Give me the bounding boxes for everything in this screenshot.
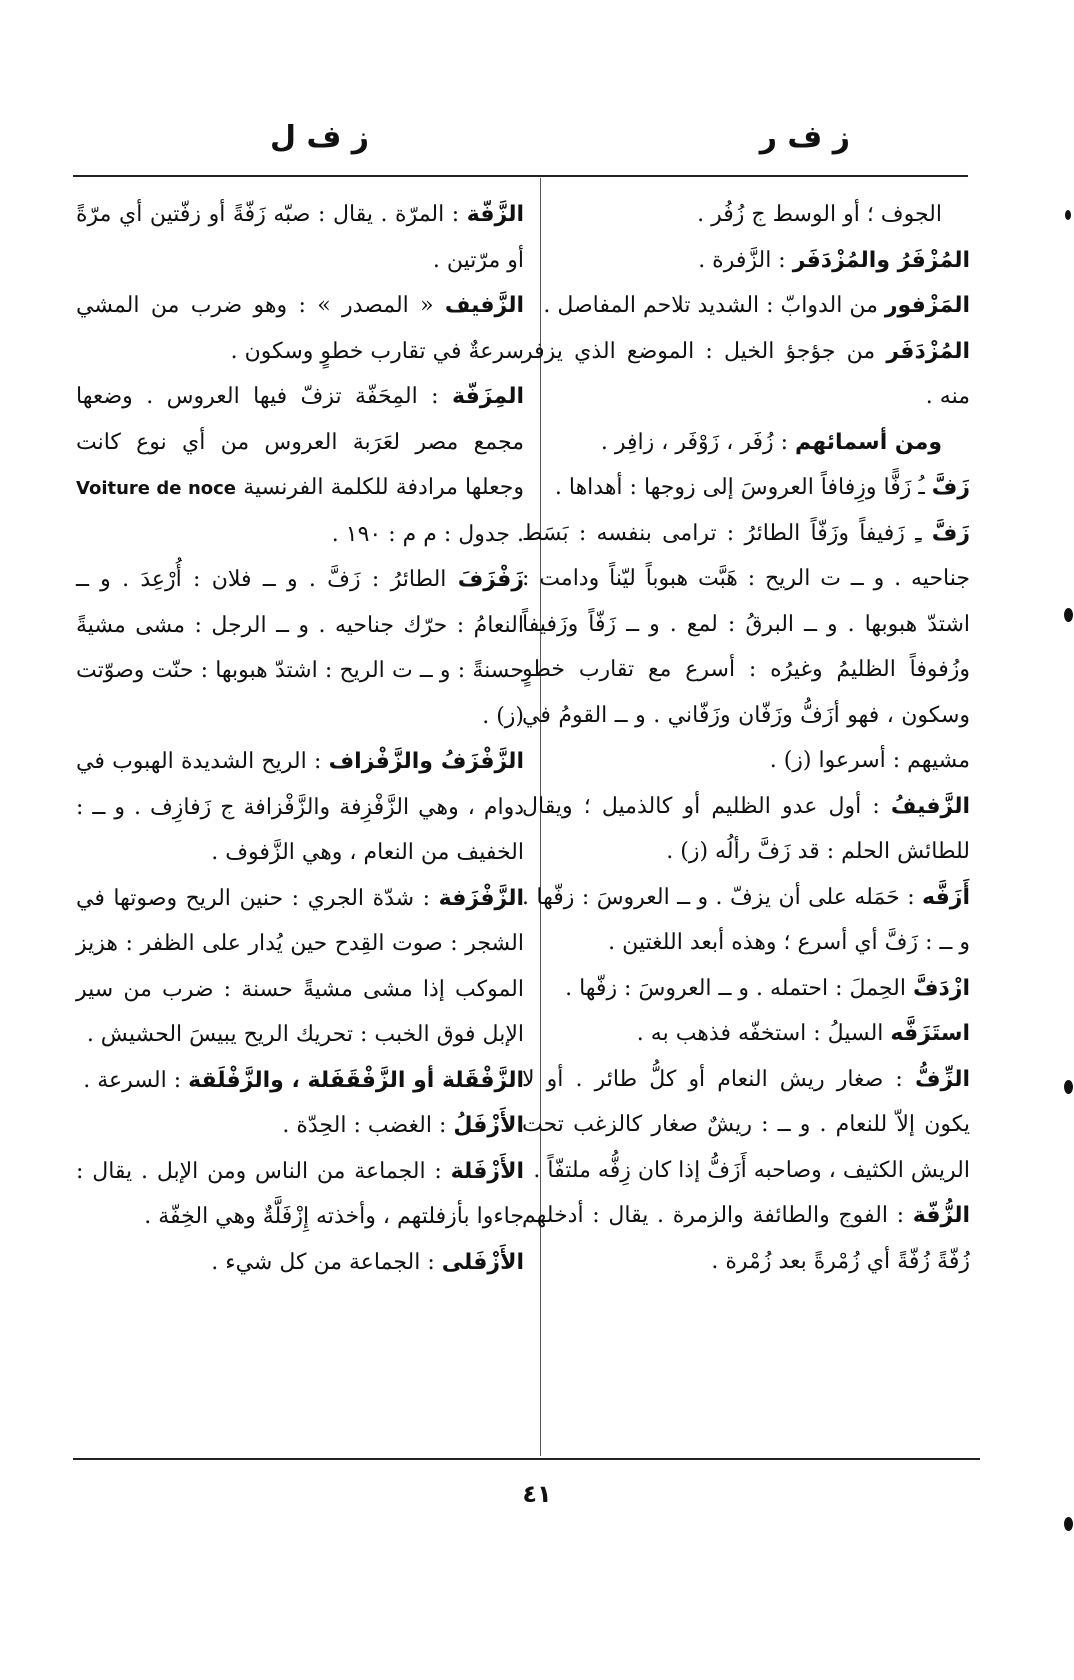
definition: : الغضب : الحِدّة . — [282, 1113, 454, 1138]
footer-rule — [73, 1458, 980, 1460]
definition: : زُفَر ، زَوْفَر ، زافِر . — [600, 429, 796, 455]
page-header — [70, 120, 990, 170]
dict-entry — [522, 283, 970, 329]
dict-entry — [522, 966, 970, 1012]
headword: أَزَفَّه — [922, 884, 970, 910]
definition: : الريح الشديدة الهبوب في دوام ، وهي الزَّفْزِفة والزَّفْزافة ج زَفازِف . و ــ : الخفيف من النعام ، وهي الزَّفوف . — [76, 749, 524, 865]
page-number: ٤١ — [522, 1480, 552, 1508]
binding-mark — [1064, 1080, 1073, 1094]
headword: استَزَفَّه — [890, 1021, 970, 1046]
definition: الحِملَ : احتمله . و ــ العروسَ : زفّها . — [565, 975, 913, 1001]
definition: : الفوج والطائفة والزمرة . يقال : أدخلهم زُفّةً زُفّةً أي زُمْرةً بعد زُمْرة . — [522, 1203, 970, 1274]
dict-entry — [76, 192, 524, 283]
headword: زَفَّ — [931, 475, 970, 500]
headword: الزَّفيفُ — [890, 793, 970, 819]
dict-entry — [76, 876, 524, 1058]
definition-tail: . جدول : م م : ١٩٠ . — [331, 521, 524, 547]
definition: ـُ زَفًّا وزِفافاً العروسَ إلى زوجها : أهداها . — [554, 475, 932, 500]
headword: الزَّفيف — [444, 293, 524, 318]
headword: المِزَفّة — [452, 384, 524, 409]
header-rule — [73, 175, 968, 177]
headword: المَزْفور — [884, 293, 970, 318]
headword: زَفْزَفَ — [457, 567, 524, 592]
headword: الزَّفْزَفُ والزَّفْزاف — [328, 749, 524, 774]
dict-entry — [76, 374, 524, 557]
dict-entry — [76, 1103, 524, 1149]
right-column-title: ز ف ر — [759, 120, 850, 155]
definition: ـِ زَفيفاً وزَفّاً الطائرُ : ترامى بنفسه : بَسَط جناحيه . و ــ ت الريح : هَبَّت هبوباً ليّناً ودامت : اشتدّ هبوبها . و ــ البرقُ : لمع . و ــ زَفّاً وزَفيفاً وزُفوفاً الظليمُ وغيرُه : أسرع مع تقارب خطوٍ وسكون ، فهو أزَفُّ وزَفّان وزَفّاني . و ــ القومُ في مشيهم : أسرعوا (ز) . — [522, 520, 970, 773]
definition: الطائرُ : زَفَّ . و ــ فلان : أُرْعِدَ . و ــ النعامُ : حرّك جناحيه . و ــ الرجل : مشى مشيةً حسنةً : و ــ ت الريح : اشتدّ هبوبها : حنّت وصوّتت (ز) . — [76, 567, 524, 729]
definition: : السرعة . — [83, 1067, 189, 1093]
dict-entry — [76, 1058, 524, 1104]
headword: المُزْفَرُ والمُزْدَفَر — [792, 247, 970, 273]
dict-entry — [522, 784, 970, 875]
headword: ازْدَفَّ — [912, 975, 970, 1001]
definition: : المرّة . يقال : صبّه زَفّةً أو زفّتين أي مرّةً أو مرّتين . — [76, 202, 524, 273]
definition: : الجماعة من كل شيء . — [211, 1249, 442, 1275]
dict-entry — [522, 1193, 970, 1284]
headword: الأَزْفَلى — [441, 1249, 524, 1275]
headword: زَفَّ — [931, 520, 970, 546]
definition: السيلُ : استخفّه فذهب به . — [636, 1021, 891, 1046]
definition: « المصدر » : وهو ضرب من المشي سرعةٌ في تقارب خطوٍ وسكون . — [76, 293, 524, 364]
definition: : شدّة الجري : حنين الريح وصوتها في الشجر : صوت القِدح حين يُدار على الظفر : هزيز الموكب إذا مشى مشيةً حسنة : ضرب من سير الإبل فوق الخبب : تحريك الريح يبيسَ الحشيش . — [76, 885, 524, 1047]
french-term: Voiture de noce — [76, 478, 237, 499]
definition: الجوف ؛ أو الوسط ج زُفُر . — [697, 202, 942, 227]
headword: الزَّفّة — [466, 202, 524, 227]
definition: من جؤجؤ الخيل : الموضع الذي يزفر منه . — [522, 338, 970, 409]
left-column — [76, 192, 524, 1285]
definition: من الدوابّ : الشديد تلاحم المفاصل . — [543, 293, 885, 318]
headword: الأَزْفَلة — [450, 1158, 524, 1184]
dict-entry — [76, 1149, 524, 1240]
binding-mark — [1064, 1517, 1073, 1531]
headword: الزِّفُّ — [914, 1066, 970, 1092]
dict-entry — [522, 875, 970, 966]
right-column — [522, 192, 970, 1284]
dict-entry — [76, 1240, 524, 1286]
headword: الزُّفّة — [912, 1203, 970, 1228]
definition: : المِحَفّة تزفّ فيها العروس . وضعها مجمع مصر لعَرَبة العروس من أي نوع كانت وجعلها مرادفة للكلمة الفرنسية — [76, 384, 525, 500]
dict-entry — [522, 1011, 970, 1057]
dict-entry — [522, 192, 970, 238]
dict-entry — [76, 283, 524, 374]
dict-entry — [522, 420, 970, 466]
definition: : الزَّفرة . — [698, 247, 793, 273]
definition: : حَمَله على أن يزفّ . و ــ العروسَ : زفّها . و ــ : زَفَّ أي أسرع ؛ وهذه أبعد اللغتين . — [522, 884, 970, 955]
dict-entry — [522, 1057, 970, 1194]
definition: : الجماعة من الناس ومن الإبل . يقال : جاءوا بأزفلتهم ، وأخذته إِزْفَلَّةٌ وهي الخِفّة . — [76, 1158, 524, 1229]
binding-mark — [1064, 608, 1073, 622]
headword: المُزْدَفَر — [886, 338, 970, 364]
headword: الأَزْفَلُ — [453, 1113, 524, 1138]
dict-entry — [522, 238, 970, 284]
dict-entry — [522, 465, 970, 511]
dict-entry — [76, 557, 524, 739]
binding-mark — [1065, 210, 1071, 220]
definition: : صغار ريش النعام أو كلُّ طائر . أو لا يكون إلاّ للنعام . و ــ : ريشٌ صغار كالزغب تحت الريش الكثيف ، وصاحبه أَزَفُّ إذا كان زِفُّه ملتفّاً . — [522, 1066, 970, 1183]
headword: الزَّفْزَفة — [438, 885, 524, 911]
dict-entry — [76, 739, 524, 876]
left-column-title: ز ف ل — [270, 120, 370, 155]
definition: : أول عدو الظليم أو كالذميل ؛ ويقال للطائش الحلم : قد زَفَّ رألُه (ز) . — [522, 793, 970, 864]
dict-entry — [522, 511, 970, 784]
headword: الزَّفْقَلة أو الزَّفْقَفَلة ، والزَّفْلَقة — [188, 1067, 524, 1093]
dict-entry — [522, 329, 970, 420]
headword: ومن أسمائهم — [795, 429, 942, 455]
